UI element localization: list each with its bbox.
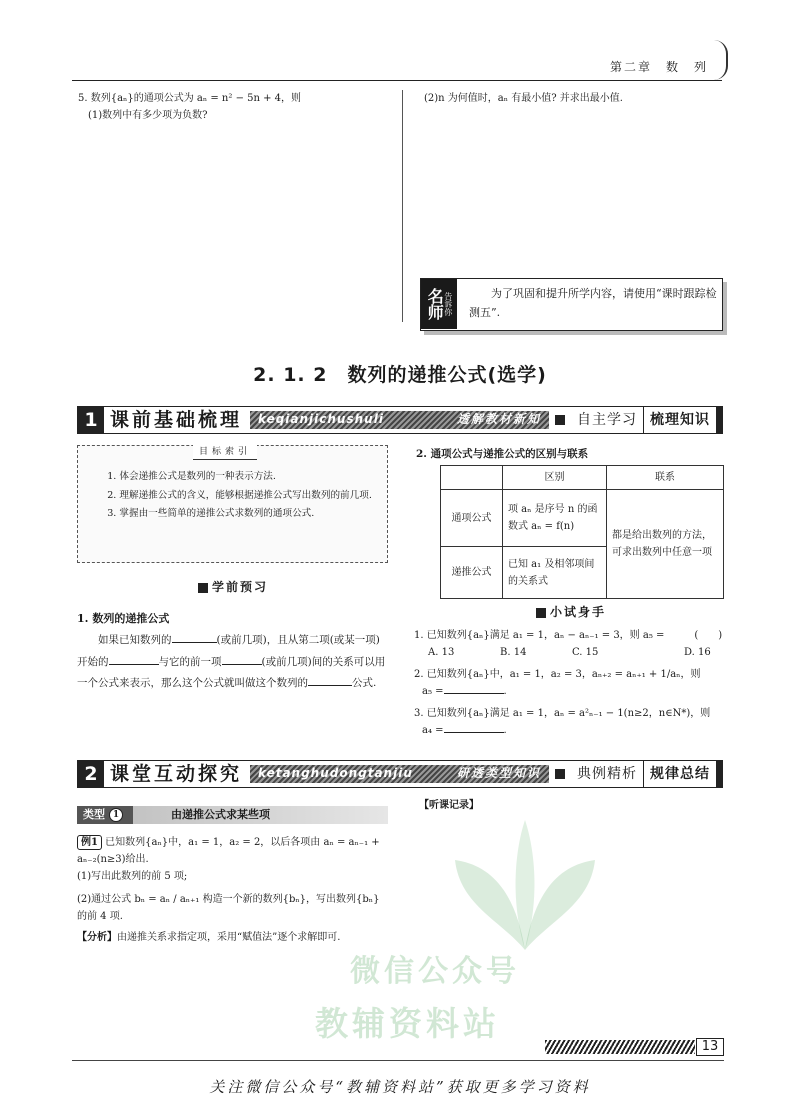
banner-2-stripe	[250, 765, 549, 783]
fill-blank[interactable]	[308, 676, 352, 687]
preview-text-1: 如果已知数列的	[98, 634, 172, 646]
banner-1-pinyin: keqianjichushuli	[258, 412, 384, 427]
objectives-box	[77, 445, 388, 563]
banner-2-square-icon	[555, 769, 565, 779]
option-a[interactable]: A. 13	[428, 647, 455, 658]
fill-blank[interactable]	[109, 654, 159, 665]
section-title: 2. 1. 2 数列的递推公式(选学)	[253, 364, 547, 386]
chapter-header: 第二章 数 列	[610, 60, 709, 74]
fill-blank[interactable]	[172, 633, 217, 644]
banner-1-endbar	[716, 407, 722, 433]
watermark-line-1: 微信公众号	[350, 954, 520, 989]
option-d[interactable]: D. 16	[684, 647, 711, 658]
question-5-part-1: (1)数列中有多少项为负数?	[88, 110, 208, 121]
example-1	[77, 834, 389, 946]
footer-stripe	[545, 1040, 695, 1054]
banner-pre-class	[77, 406, 723, 434]
banner-1-tag-2: 梳理知识	[643, 407, 716, 433]
question-5-part-2: (2)n 为何值时，aₙ 有最小值? 并求出最小值.	[424, 93, 623, 104]
footer-handwritten-note: 关注微信公众号“教辅资料站”获取更多学习资料	[209, 1078, 591, 1096]
table-link-cell: 都是给出数列的方法，可求出数列中任意一项	[607, 490, 724, 599]
answer-blank[interactable]	[444, 684, 504, 694]
teacher-tip-badge	[421, 279, 457, 329]
preview-text-5: 公式.	[352, 677, 377, 690]
watermark-line-2: 教辅资料站	[315, 1004, 500, 1043]
quiz-question-3-tail: a₄ =	[422, 725, 444, 736]
question-5-stem: 5. 数列{aₙ}的通项公式为 aₙ = n² − 5n + 4，则	[78, 93, 302, 104]
teacher-badge-big: 名师	[425, 288, 445, 320]
table-header-link: 联系	[607, 466, 724, 490]
banner-2-endbar	[716, 761, 722, 787]
banner-1-title: 课前基础梳理	[110, 408, 243, 431]
preview-text-3: 与它的前一项	[158, 655, 222, 668]
teacher-tip-box	[420, 278, 723, 331]
quiz-question-2-stem: 2. 已知数列{aₙ}中，a₁ = 1，a₂ = 3，aₙ₊₂ = aₙ₊₁ + 1/aₙ，则	[414, 669, 701, 680]
type-number-icon: 1	[109, 808, 123, 822]
analysis-label: 【分析】	[77, 932, 117, 943]
page-number: 13	[696, 1038, 724, 1056]
column-divider	[402, 90, 403, 322]
quiz-question-3-stem: 3. 已知数列{aₙ}满足 a₁ = 1，aₙ = a²ₙ₋₁ − 1(n≥2，n∈N*)，则	[414, 708, 711, 719]
quiz-question-1-options	[414, 644, 726, 661]
option-b[interactable]: B. 14	[500, 647, 527, 658]
quiz-question-1-stem: 1. 已知数列{aₙ}满足 a₁ = 1，aₙ − aₙ₋₁ = 3，则 a₅ = ( )	[414, 630, 723, 641]
type-1-bar	[77, 806, 388, 824]
notes-label: 【听课记录】	[419, 800, 479, 811]
banner-1-square-icon	[555, 415, 565, 425]
header-rule	[72, 80, 722, 81]
quiz-question-2: 2. 已知数列{aₙ}中，a₁ = 1，a₂ = 3，aₙ₊₂ = aₙ₊₁ + 1/aₙ，则 a₅ = .	[414, 666, 726, 700]
table-row-1-diff: 项 aₙ 是序号 n 的函数式 aₙ = f(n)	[503, 490, 607, 547]
compare-title: 2. 通项公式与递推公式的区别与联系	[416, 448, 589, 460]
preview-heading	[198, 578, 268, 597]
banner-1-tag-1: 自主学习	[577, 411, 637, 428]
banner-2-slogan: 研透类型知识	[456, 766, 541, 781]
table-row-1-name: 通项公式	[441, 490, 503, 547]
answer-blank[interactable]	[444, 723, 504, 733]
quiz-heading-text: 小试身手	[550, 605, 607, 619]
table-header-diff: 区别	[503, 466, 607, 490]
example-1-badge: 例1	[77, 835, 102, 850]
banner-1-stripe	[250, 411, 549, 429]
preview-text-2: (或前几项)，且从第二项(或某一项)开始的	[77, 634, 380, 668]
table-row-2-diff: 已知 a₁ 及相邻项间的关系式	[503, 547, 607, 599]
banner-1-slogan: 透解教材新知	[456, 412, 541, 427]
banner-2-pinyin: ketanghudongtanjiu	[258, 766, 413, 781]
preview-text-4: (或前几项)间的关系可以用一个公式来表示，那么这个公式就叫做这个数列的	[77, 655, 386, 690]
quiz-question-3: 3. 已知数列{aₙ}满足 a₁ = 1，aₙ = a²ₙ₋₁ − 1(n≥2，n∈N*)，则 a₄ = .	[414, 705, 726, 739]
objective-item: 3. 掌握由一些简单的递推公式求数列的通项公式.	[107, 508, 315, 520]
example-1-part-2: (2)通过公式 bₙ = aₙ / aₙ₊₁ 构造一个新的数列{bₙ}，写出数列{bₙ}的前 4 项.	[77, 894, 380, 922]
table-corner	[441, 466, 503, 490]
quiz-question-2-tail: a₅ =	[422, 686, 444, 697]
banner-in-class	[77, 760, 723, 788]
watermark-leaf-icon	[440, 810, 610, 960]
preview-heading-text: 学前预习	[212, 580, 269, 594]
analysis-text: 由递推关系求指定项，采用“赋值法”逐个求解即可.	[117, 932, 341, 943]
quiz-question-1	[414, 627, 726, 661]
preview-paragraph	[77, 630, 389, 695]
teacher-badge-small: 告诉你	[443, 292, 453, 316]
objectives-list	[88, 468, 378, 524]
teacher-tip-text: 为了巩固和提升所学内容，请使用“课时跟踪检测五”.	[469, 287, 717, 320]
option-c[interactable]: C. 15	[572, 647, 599, 658]
square-marker-icon	[198, 583, 208, 593]
banner-2-title: 课堂互动探究	[110, 762, 243, 785]
type-1-title: 由递推公式求某些项	[171, 808, 270, 822]
example-1-part-1: (1)写出此数列的前 5 项;	[77, 871, 188, 882]
square-marker-icon	[536, 608, 546, 618]
fill-blank[interactable]	[222, 654, 262, 665]
banner-2-tag-2: 规律总结	[643, 761, 716, 787]
table-row-2-name: 递推公式	[441, 547, 503, 599]
banner-1-number: 1	[78, 407, 104, 433]
preview-item-title: 1. 数列的递推公式	[77, 612, 170, 625]
banner-2-number: 2	[78, 761, 104, 787]
question-5	[78, 90, 398, 124]
banner-2-tag-1: 典例精析	[577, 765, 637, 782]
quiz-heading	[536, 603, 606, 622]
type-label	[77, 806, 133, 824]
compare-table	[440, 465, 724, 599]
header-bracket	[714, 40, 728, 80]
objective-item: 2. 理解递推公式的含义，能够根据递推公式写出数列的前几项.	[107, 489, 372, 501]
objectives-heading: 目标索引	[193, 445, 257, 460]
footer-rule	[72, 1060, 724, 1061]
example-1-stem: 已知数列{aₙ}中，a₁ = 1，a₂ = 2，以后各项由 aₙ = aₙ₋₁ + aₙ₋₂(n≥3)给出.	[77, 837, 380, 865]
objective-item: 1. 体会递推公式是数列的一种表示方法.	[107, 471, 276, 482]
type-label-text: 类型	[83, 808, 105, 822]
